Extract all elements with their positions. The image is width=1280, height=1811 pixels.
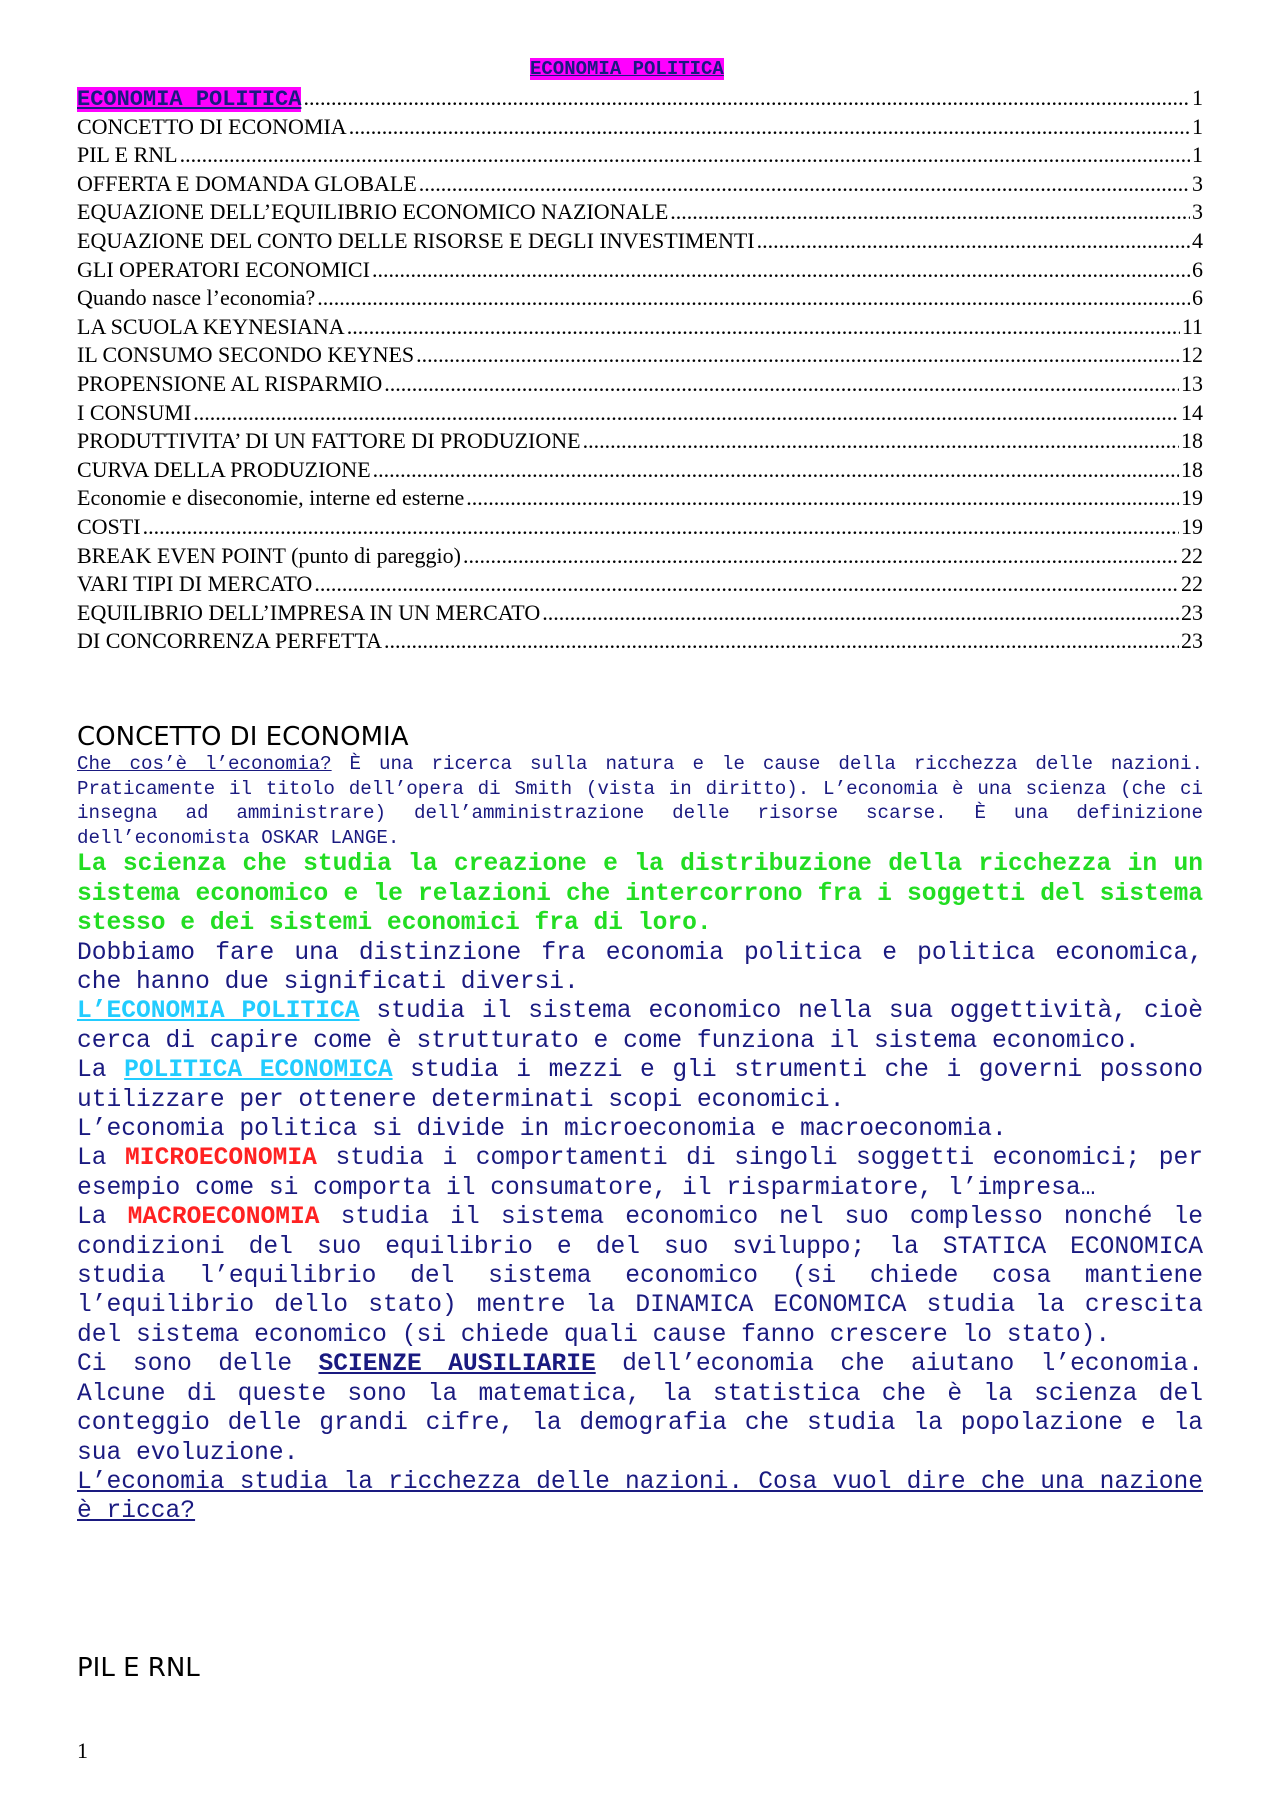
toc-leader [384,371,1179,397]
toc-leader [419,171,1190,197]
toc-entry[interactable] [77,199,1203,228]
toc-entry-title: EQUILIBRIO DELL’IMPRESA IN UN MERCATO [77,599,541,625]
toc-entry[interactable] [77,628,1203,657]
toc-entry-title: COSTI [77,513,141,539]
toc-entry-title: PIL E RNL [77,142,178,168]
scienze-ausiliarie-paragraph [77,1350,1203,1468]
politica-economica-paragraph [77,1056,1203,1115]
toc-entry[interactable] [77,314,1203,343]
toc-entry-title: LA SCUOLA KEYNESIANA [77,313,345,339]
intro-question: Che cos’è l’economia? [77,753,332,775]
toc-entry-page: 1 [1192,85,1203,110]
toc-entry-page: 3 [1192,199,1203,225]
toc-entry[interactable] [77,457,1203,486]
toc-entry-title: DI CONCORRENZA PERFETTA [77,628,383,654]
toc-leader [583,428,1179,454]
toc-leader [757,228,1190,254]
macroeconomia-paragraph [77,1203,1203,1350]
toc-entry[interactable] [77,400,1203,429]
politica-economica-prefix: La [77,1057,125,1085]
definition-paragraph: La scienza che studia la creazione e la distribuzione della ricchezza in un sistema economico e le relazioni che intercorrono fra i soggetti del sistema stesso e dei sistemi economici fra di loro. [77,851,1203,938]
economia-politica-term[interactable]: L’ECONOMIA POLITICA [77,998,360,1026]
toc-entry-page: 6 [1192,256,1203,282]
toc-leader [416,342,1179,368]
toc-entry[interactable] [77,571,1203,600]
toc-entry-page: 22 [1181,571,1203,597]
toc-entry-title: EQUAZIONE DEL CONTO DELLE RISORSE E DEGLI INVESTIMENTI [77,227,755,253]
toc-entry[interactable] [77,285,1203,314]
toc-entry[interactable] [77,342,1203,371]
toc-entry[interactable] [77,142,1203,171]
microeconomia-text: studia i comportamenti di singoli soggetti economici; per esempio come si comporta il consumatore, il risparmiatore, l’impresa… [77,1145,1203,1202]
toc-entry[interactable] [77,171,1203,200]
scienze-ausiliarie-term: SCIENZE AUSILIARIE [318,1351,596,1379]
toc-leader [143,514,1179,540]
toc-entry-title: IL CONSUMO SECONDO KEYNES [77,342,415,368]
divide-paragraph: L’economia politica si divide in microeconomia e macroeconomia. [77,1116,1007,1144]
toc-entry-page: 23 [1181,628,1203,654]
politica-economica-term[interactable]: POLITICA ECONOMICA [124,1057,393,1085]
scienze-ausiliarie-text: dell’economia che aiutano l’economia. Alcune di queste sono la matematica, la statistica che è la scienza del conteggio delle grandi cifre, la demografia che studia la popolazione e la sua evoluzione. [77,1351,1203,1467]
toc-entry-page: 1 [1192,113,1203,139]
toc-entry-page: 1 [1192,142,1203,168]
toc-entry-title: PRODUTTIVITA’ DI UN FATTORE DI PRODUZIONE [77,428,581,454]
toc-entry-title: VARI TIPI DI MERCATO [77,571,313,597]
toc-entry-page: 11 [1181,313,1203,339]
section-body [77,752,1203,1527]
macroeconomia-prefix: La [77,1204,128,1232]
toc-leader [303,85,1190,111]
toc-entry-page: 3 [1192,170,1203,196]
table-of-contents [77,85,1203,657]
section-heading: PIL E RNL [77,1653,200,1683]
toc-entry[interactable] [77,600,1203,629]
toc-entry-page: 12 [1181,342,1203,368]
politica-economica-text: studia i mezzi e gli strumenti che i governi possono utilizzare per ottenere determinati scopi economici. [77,1057,1204,1114]
toc-entry-page: 23 [1181,599,1203,625]
toc-leader [317,285,1190,311]
toc-entry-page: 18 [1181,456,1203,482]
toc-entry-page: 14 [1181,399,1203,425]
microeconomia-prefix: La [77,1145,126,1173]
toc-entry[interactable] [77,485,1203,514]
economia-politica-paragraph [77,997,1203,1056]
toc-entry-page: 6 [1192,285,1203,311]
toc-entry[interactable] [77,257,1203,286]
microeconomia-paragraph [77,1144,1203,1203]
toc-leader [180,142,1190,168]
toc-entry[interactable] [77,85,1203,114]
economia-politica-text: studia il sistema economico nella sua oggettività, cioè cerca di capire come è strutturato e come funziona il sistema economico. [77,998,1203,1055]
toc-entry-page: 18 [1181,428,1203,454]
toc-entry-title: OFFERTA E DOMANDA GLOBALE [77,170,417,196]
toc-entry[interactable] [77,428,1203,457]
toc-entry-page: 4 [1192,227,1203,253]
toc-entry-title: CURVA DELLA PRODUZIONE [77,456,371,482]
toc-entry[interactable] [77,371,1203,400]
toc-entry-title: GLI OPERATORI ECONOMICI [77,256,370,282]
toc-entry-page: 22 [1181,542,1203,568]
toc-leader [314,571,1179,597]
toc-leader [542,600,1179,626]
toc-leader [347,314,1180,340]
toc-entry[interactable] [77,543,1203,572]
toc-leader [463,543,1179,569]
intro-text: È una ricerca sulla natura e le cause della ricchezza delle nazioni. Praticamente il titolo dell’opera di Smith (vista in diritto). L’economia è una scienza (che ci insegna ad amministrare) dell’amministrazione delle risorse scarse. È una definizione dell’economista OSKAR LANGE. [77,753,1203,849]
toc-entry[interactable] [77,228,1203,257]
toc-leader [670,199,1190,225]
document-title: ECONOMIA POLITICA [530,58,724,80]
toc-leader [372,257,1190,283]
toc-entry-title: EQUAZIONE DELL’EQUILIBRIO ECONOMICO NAZIONALE [77,199,669,225]
distinction-paragraph: Dobbiamo fare una distinzione fra economia politica e politica economica, che hanno due significati diversi. [77,939,1203,996]
toc-entry-page: 13 [1181,370,1203,396]
toc-leader [349,114,1190,140]
toc-entry-title: BREAK EVEN POINT (punto di pareggio) [77,542,461,568]
section-heading: CONCETTO DI ECONOMIA [77,722,409,752]
microeconomia-term: MICROECONOMIA [125,1145,317,1173]
toc-entry-title: Quando nasce l’economia? [77,285,316,311]
toc-entry-title: PROPENSIONE AL RISPARMIO [77,370,383,396]
toc-entry-title: Economie e diseconomie, interne ed esterne [77,485,465,511]
intro-paragraph [77,752,1203,850]
closing-question: L’economia studia la ricchezza delle nazioni. Cosa vuol dire che una nazione è ricca? [77,1468,1203,1526]
toc-entry-title: I CONSUMI [77,399,192,425]
toc-entry-title: ECONOMIA POLITICA [77,87,302,112]
macroeconomia-text: studia il sistema economico nel suo complesso nonché le condizioni del suo equilibrio e del suo sviluppo; la STATICA ECONOMICA studia l’equilibrio del sistema economico (si chiede cosa mantiene l’equilibrio dello stato) mentre la DINAMICA ECONOMICA studia la crescita del sistema economico (si chiede quali cause fanno crescere lo stato). [77,1204,1203,1349]
toc-entry-page: 19 [1181,485,1203,511]
toc-leader [466,485,1179,511]
toc-leader [373,457,1179,483]
scienze-ausiliarie-prefix: Ci sono delle [77,1351,319,1379]
page-number: 1 [77,1738,88,1763]
toc-leader [384,628,1179,654]
toc-entry[interactable] [77,114,1203,143]
toc-entry-title: CONCETTO DI ECONOMIA [77,113,347,139]
toc-leader [193,400,1179,426]
toc-entry[interactable] [77,514,1203,543]
toc-entry-page: 19 [1181,513,1203,539]
macroeconomia-term: MACROECONOMIA [127,1204,320,1232]
